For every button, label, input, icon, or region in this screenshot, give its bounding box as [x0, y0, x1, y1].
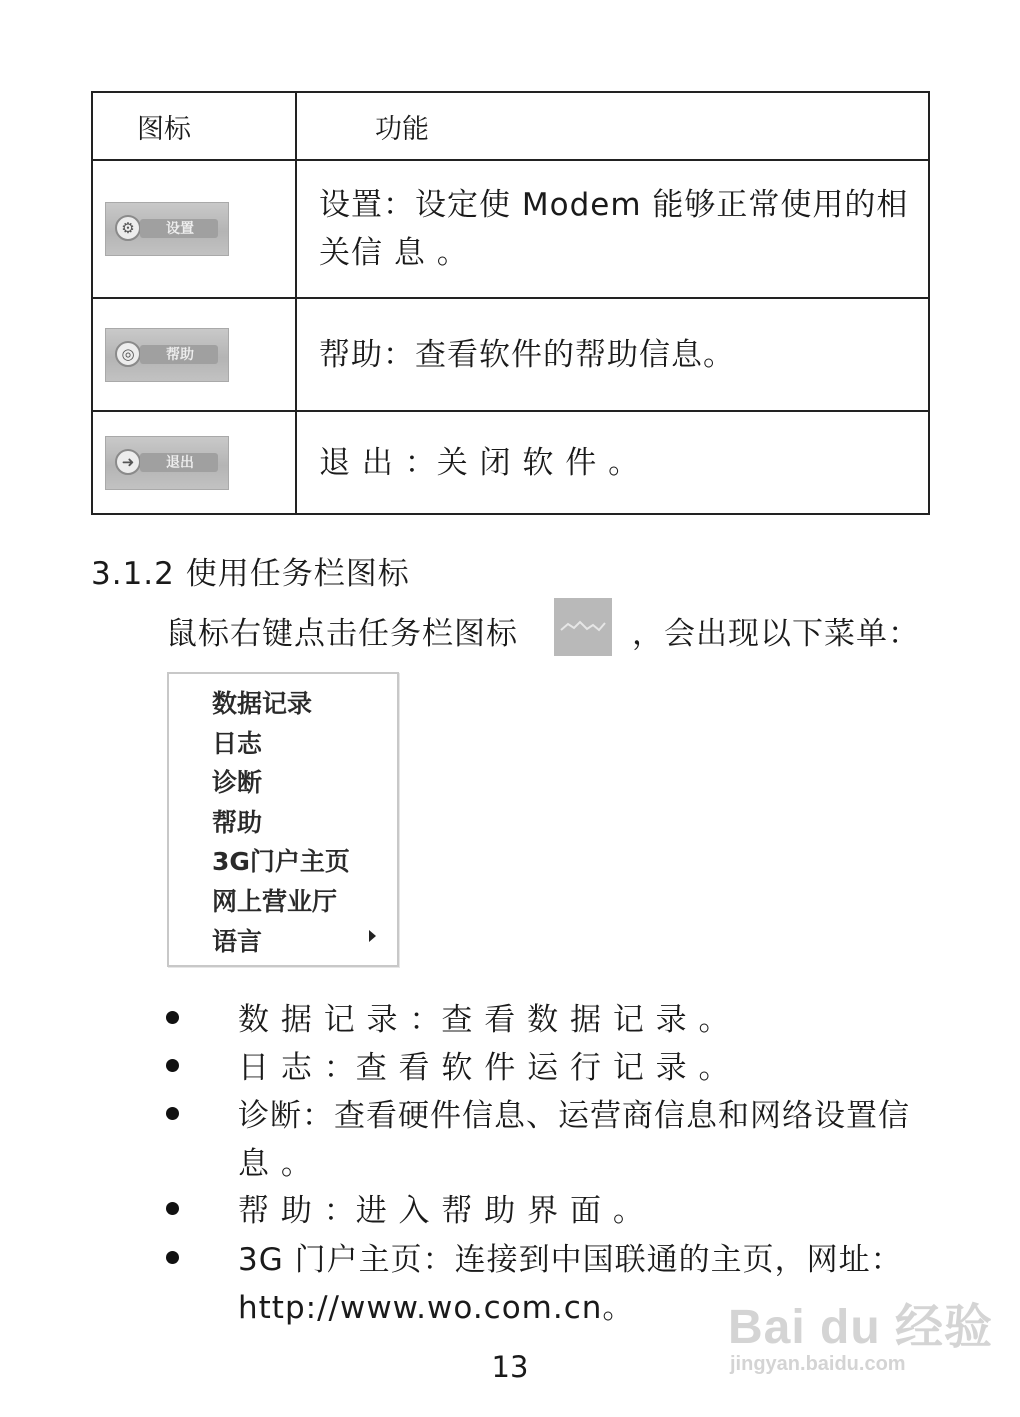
icon-cell	[92, 411, 296, 514]
tray-signal-icon	[554, 598, 612, 656]
help-description: 帮助：查看软件的帮助信息。	[296, 298, 929, 411]
intro-text: 鼠标右键点击任务栏图标	[166, 616, 518, 652]
bullet-dot-icon	[166, 1202, 179, 1215]
page-number: 13	[491, 1350, 529, 1384]
menu-item-3g-portal[interactable]: 3G门户主页	[212, 847, 350, 876]
settings-description: 设置：设定使 Modem 能够正常使用的相关信 息 。	[296, 160, 929, 298]
menu-item-help[interactable]: 帮助	[212, 808, 263, 837]
bullet-3g-portal: 3G 门户主页：连接到中国联通的主页，网址：http://www.wo.com.cn。	[238, 1242, 903, 1326]
table-row	[92, 160, 929, 298]
bullet-dot-icon	[166, 1251, 179, 1264]
bullet-diagnose: 诊断：查看硬件信息、运营商信息和网络设置信 息 。	[238, 1098, 910, 1182]
lifebuoy-icon: ◎	[115, 341, 141, 367]
header-function-column: 功能	[296, 92, 929, 160]
icon-cell	[92, 298, 296, 411]
help-button-label: 帮助	[166, 346, 194, 363]
bullet-dot-icon	[166, 1059, 179, 1072]
table-row	[92, 411, 929, 514]
menu-item-log[interactable]: 日志	[212, 729, 263, 758]
exit-button-image	[105, 436, 229, 490]
exit-button-label: 退出	[166, 454, 194, 471]
menu-item-online-hall[interactable]: 网上营业厅	[212, 887, 338, 916]
header-icon-column: 图标	[92, 92, 296, 160]
bullet-dot-icon	[166, 1107, 179, 1120]
menu-item-diagnose[interactable]: 诊断	[212, 768, 263, 797]
baidu-jingyan-watermark	[728, 1288, 993, 1376]
section-title: 3.1.2 使用任务栏图标	[91, 556, 410, 592]
menu-item-language[interactable]: 语言	[212, 927, 263, 956]
exit-description: 退 出 ：关 闭 软 件 。	[296, 411, 929, 514]
intro-text-after: ，会出现以下菜单：	[632, 616, 920, 652]
settings-button-image	[105, 202, 229, 256]
settings-button-label: 设置	[166, 221, 194, 237]
bullet-log: 日 志 ：查 看 软 件 运 行 记 录 。	[238, 1050, 731, 1086]
table-header-row	[92, 92, 929, 160]
table-row	[92, 298, 929, 411]
bullet-data-record: 数 据 记 录 ：查 看 数 据 记 录 。	[238, 1002, 731, 1038]
gear-icon: ⚙	[115, 215, 141, 241]
bullet-dot-icon	[166, 1011, 179, 1024]
menu-item-data-record[interactable]: 数据记录	[212, 689, 313, 718]
icon-function-table	[91, 91, 930, 515]
bullet-help: 帮 助 ：进 入 帮 助 界 面 。	[238, 1193, 645, 1229]
exit-icon: ➜	[115, 449, 141, 475]
icon-cell	[92, 160, 296, 298]
help-button-image	[105, 328, 229, 382]
context-menu	[167, 672, 399, 967]
watermark-main: Bai du 经验	[728, 1301, 994, 1354]
submenu-arrow-icon	[369, 930, 376, 942]
watermark-url: jingyan.baidu.com	[730, 1353, 906, 1375]
